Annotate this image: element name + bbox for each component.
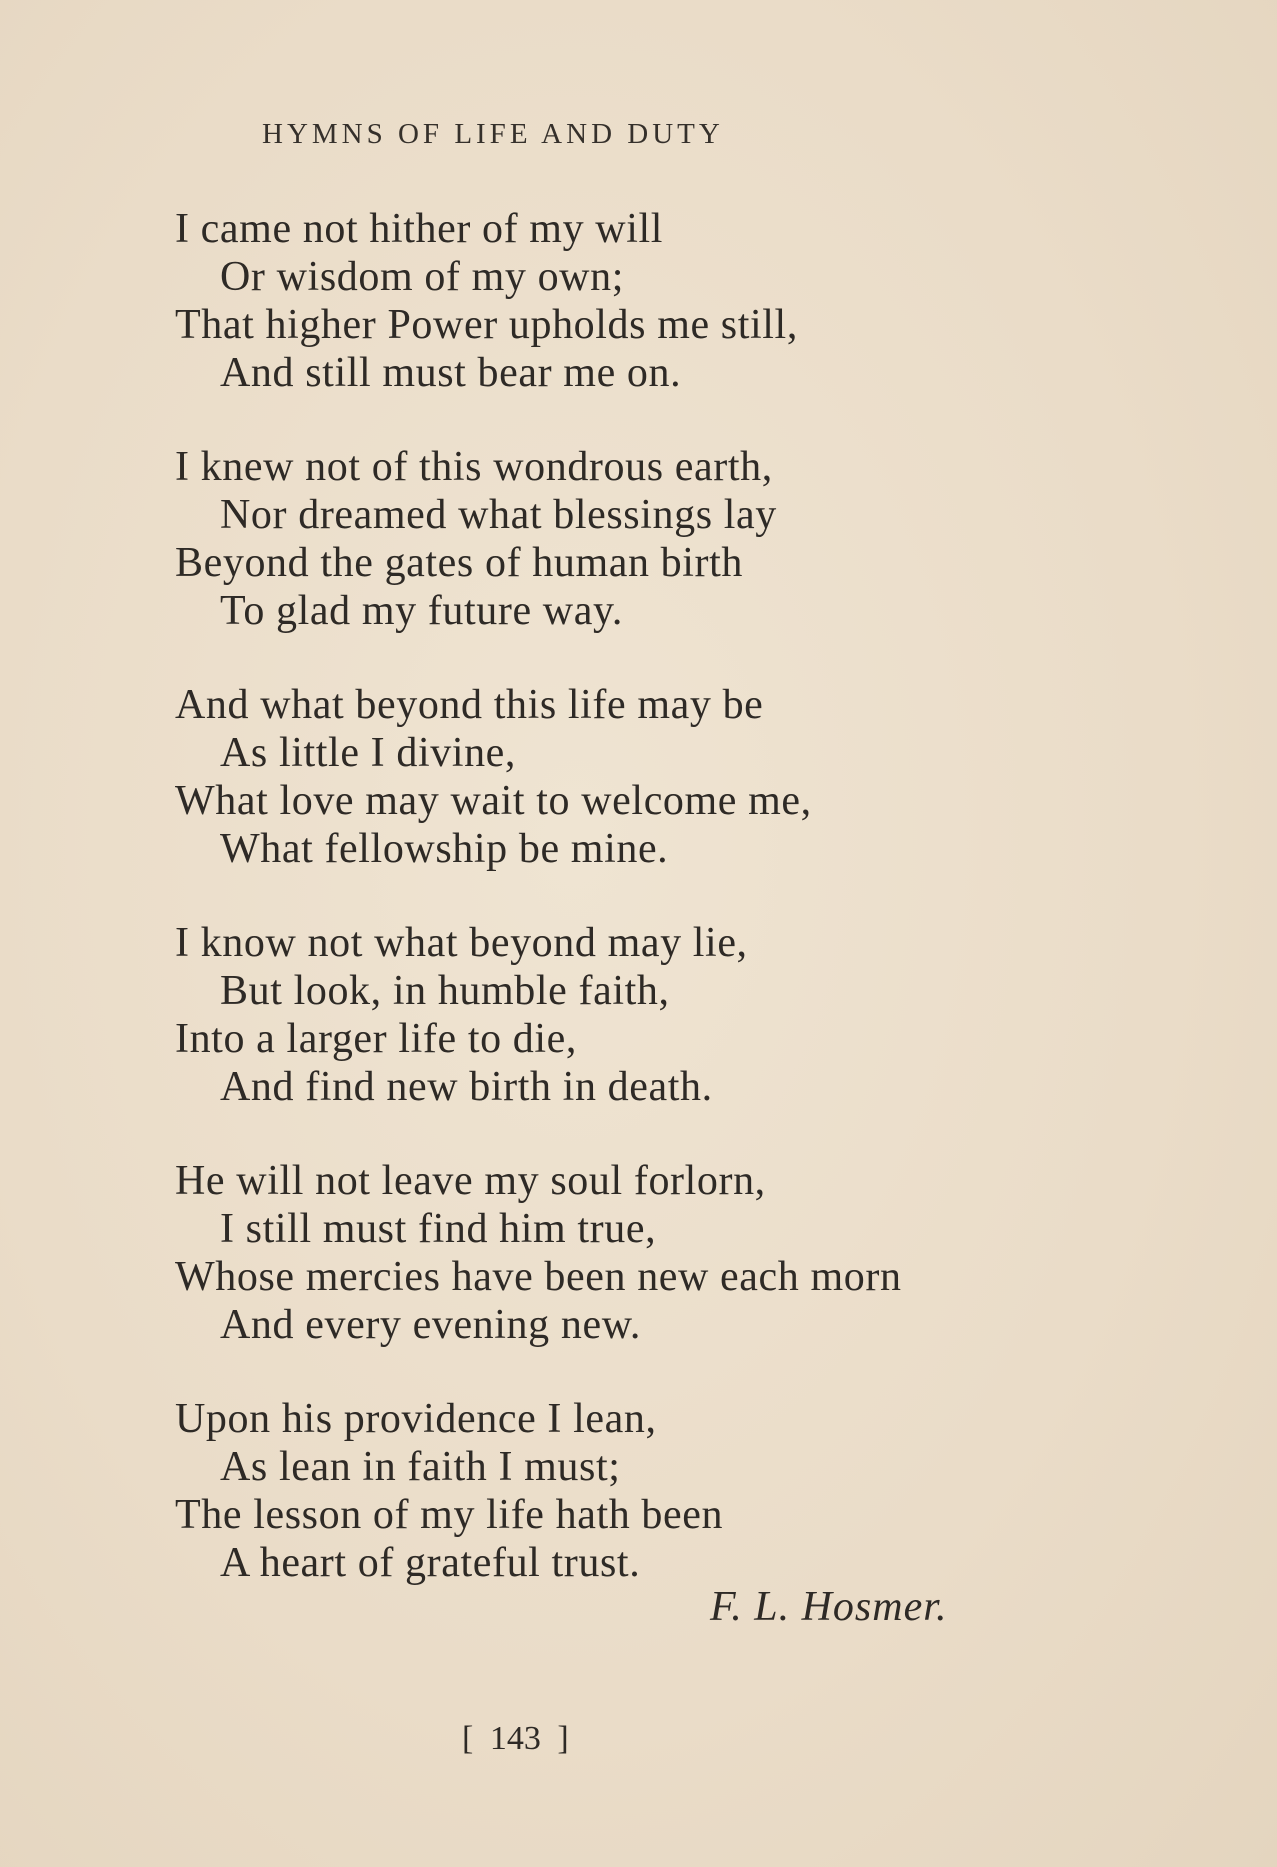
poem-line: I knew not of this wondrous earth,	[175, 444, 773, 490]
poem-line: I know not what beyond may lie,	[175, 920, 748, 966]
author-attribution: F. L. Hosmer.	[710, 1584, 948, 1630]
page-number	[462, 1720, 569, 1758]
poem-line: Into a larger life to die,	[175, 1016, 578, 1062]
stanza	[175, 681, 1075, 873]
stanza	[175, 1157, 1075, 1349]
poem-line: What love may wait to welcome me,	[175, 778, 812, 824]
poem-line: And still must bear me on.	[220, 350, 682, 396]
poem-line: As lean in faith I must;	[220, 1444, 621, 1490]
poem-line: Upon his providence I lean,	[175, 1396, 657, 1442]
poem-line: A heart of grateful trust.	[220, 1540, 641, 1586]
stanza	[175, 1395, 1075, 1587]
poem-line: Nor dreamed what blessings lay	[220, 492, 777, 538]
poem-line: To glad my future way.	[220, 588, 623, 634]
poem-line: He will not leave my soul forlorn,	[175, 1158, 766, 1204]
poem-line: The lesson of my life hath been	[175, 1492, 724, 1538]
page-number-value: 143	[489, 1720, 541, 1757]
poem-line: Beyond the gates of human birth	[175, 540, 743, 586]
poem-line: As little I divine,	[220, 730, 517, 776]
poem-line: And find new birth in death.	[220, 1064, 713, 1110]
running-head: HYMNS OF LIFE AND DUTY	[262, 118, 724, 150]
poem-line: That higher Power upholds me still,	[175, 302, 798, 348]
stanza	[175, 443, 1075, 635]
poem	[175, 205, 1075, 1633]
stanza	[175, 205, 1075, 397]
poem-line: And what beyond this life may be	[175, 682, 764, 728]
page-number-close-bracket: ]	[557, 1720, 569, 1757]
poem-line: Or wisdom of my own;	[220, 254, 624, 300]
stanza	[175, 919, 1075, 1111]
page-number-open-bracket: [	[462, 1720, 474, 1757]
poem-line: But look, in humble faith,	[220, 968, 670, 1014]
poem-line: I came not hither of my will	[175, 206, 664, 252]
poem-line: And every evening new.	[220, 1302, 641, 1348]
poem-line: Whose mercies have been new each morn	[175, 1254, 902, 1300]
poem-line: What fellowship be mine.	[220, 826, 669, 872]
poem-line: I still must find him true,	[220, 1206, 657, 1252]
